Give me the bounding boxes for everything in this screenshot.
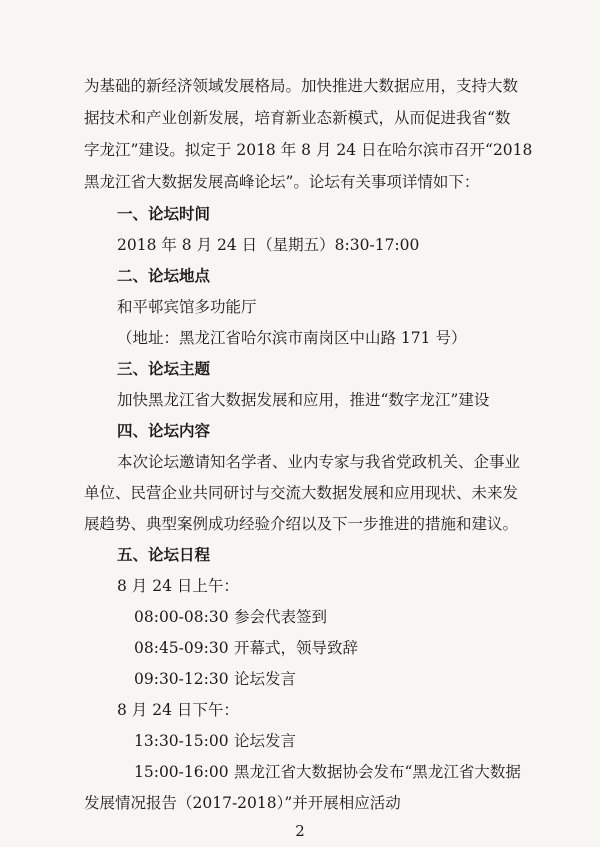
intro-line-3: 字龙江”建设。拟定于 2018 年 8 月 24 日在哈尔滨市召开“2018 xyxy=(84,141,533,159)
schedule-heading: 五、论坛日程 xyxy=(117,545,211,564)
venue-heading: 二、论坛地点 xyxy=(117,266,211,285)
schedule-morning-1-time: 08:00-08:30 xyxy=(134,608,229,626)
time-value: 2018 年 8 月 24 日（星期五）8:30-17:00 xyxy=(117,236,420,254)
schedule-afternoon-2-time: 15:00-16:00 xyxy=(134,763,229,781)
theme-value: 加快黑龙江省大数据发展和应用，推进“数字龙江”建设 xyxy=(117,391,490,409)
venue-name: 和平邨宾馆多功能厅 xyxy=(117,298,257,316)
schedule-afternoon-2-activity: 黑龙江省大数据协会发布“黑龙江省大数据 xyxy=(234,763,521,781)
content-line-3: 展趋势、典型案例成功经验介绍以及下一步推进的措施和建议。 xyxy=(84,515,519,533)
time-heading: 一、论坛时间 xyxy=(117,204,211,223)
schedule-morning-1-activity: 参会代表签到 xyxy=(234,608,328,626)
schedule-morning-label: 8 月 24 日上午： xyxy=(117,577,239,595)
content-line-2: 单位、民营企业共同研讨与交流大数据发展和应用现状、未来发 xyxy=(84,484,519,502)
schedule-afternoon-label: 8 月 24 日下午： xyxy=(117,701,239,719)
page-number: 2 xyxy=(295,822,305,840)
schedule-afternoon-1-activity: 论坛发言 xyxy=(234,732,297,750)
schedule-morning-2-time: 08:45-09:30 xyxy=(134,639,229,657)
content-line-1: 本次论坛邀请知名学者、业内专家与我省党政机关、企事业 xyxy=(117,453,521,471)
content-heading: 四、论坛内容 xyxy=(117,421,211,440)
venue-address: （地址：黑龙江省哈尔滨市南岗区中山路 171 号） xyxy=(117,329,467,347)
schedule-afternoon-1-time: 13:30-15:00 xyxy=(134,732,229,750)
schedule-afternoon-continuation: 发展情况报告（2017-2018）”并开展相应活动 xyxy=(84,794,401,812)
schedule-morning-3-activity: 论坛发言 xyxy=(234,670,297,688)
intro-line-2: 据技术和产业创新发展，培育新业态新模式，从而促进我省“数 xyxy=(84,109,511,127)
intro-line-1: 为基础的新经济领域发展格局。加快推进大数据应用，支持大数 xyxy=(84,77,519,95)
schedule-morning-2-activity: 开幕式，领导致辞 xyxy=(234,639,359,657)
schedule-morning-3-time: 09:30-12:30 xyxy=(134,670,229,688)
intro-line-4: 黑龙江省大数据发展高峰论坛”。论坛有关事项详情如下： xyxy=(84,173,480,191)
theme-heading: 三、论坛主题 xyxy=(117,359,211,378)
